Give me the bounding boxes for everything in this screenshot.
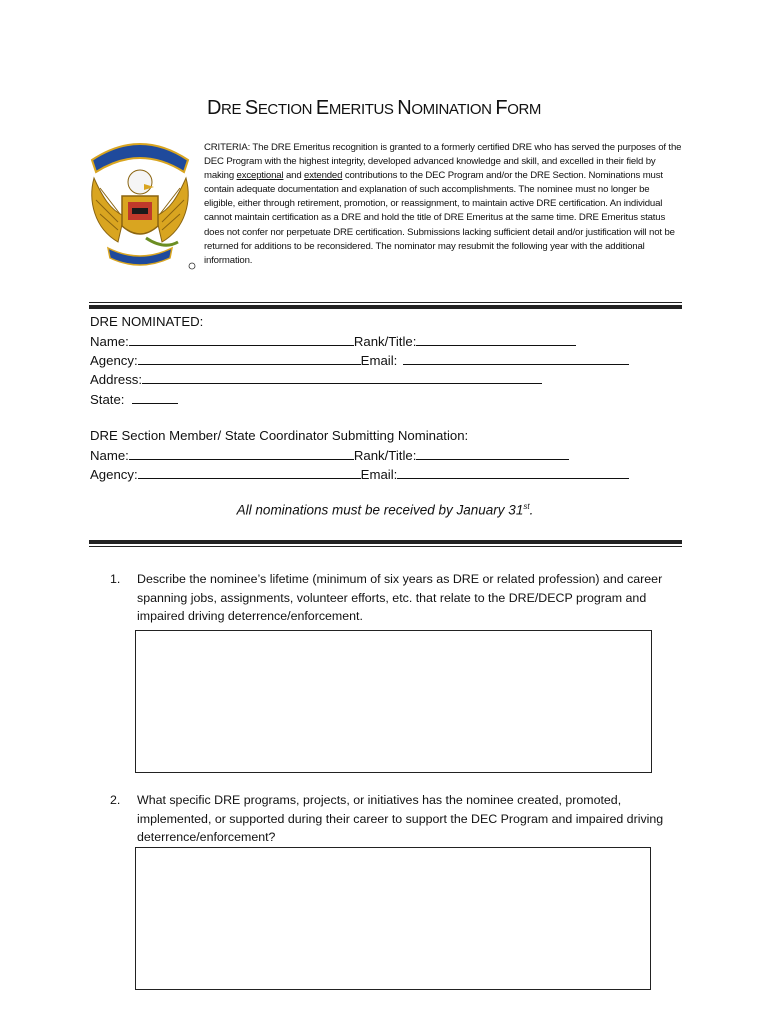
criteria-underlined: exceptional bbox=[236, 170, 284, 182]
nominee-address-field[interactable] bbox=[142, 370, 542, 384]
deadline-note bbox=[0, 502, 770, 518]
deadline-text: All nominations must be received by January 31 bbox=[236, 502, 524, 518]
question-2-answer-box[interactable] bbox=[135, 847, 651, 990]
nominee-rank-field[interactable] bbox=[416, 332, 576, 346]
title-part: F bbox=[495, 97, 508, 119]
question-1 bbox=[110, 570, 690, 626]
question-2 bbox=[110, 791, 690, 847]
criteria-text bbox=[204, 141, 682, 268]
submitter-agency-field[interactable] bbox=[138, 465, 361, 479]
submitter-email-field[interactable] bbox=[397, 465, 629, 479]
title-part: MERITUS bbox=[328, 101, 398, 118]
nominee-email-field[interactable] bbox=[403, 351, 629, 365]
title-part: N bbox=[397, 97, 412, 119]
nominated-row-1 bbox=[90, 332, 576, 351]
title-part: D bbox=[207, 97, 222, 119]
dre-emblem-logo bbox=[84, 130, 196, 276]
question-number: 1. bbox=[110, 572, 121, 586]
agency-label: Agency: bbox=[90, 353, 138, 368]
title-part: ECTION bbox=[257, 101, 316, 118]
criteria-part: contributions to the DEC Program and/or the DRE Section. Nominations must contain adequate documentation and explanation of such accomplishments. The nominee must no longer be eligible, either through retirement, promotion, or reassignment, to maintain active DRE certification. An individual cannot maintain certification as a DRE and hold the title of DRE Emeritus at the same time. DRE Emeritus status does not confer nor perpetuate DRE certification. Submissions lacking sufficient detail and/or justification will not be returned for additions to be reconsidered. The nominator may resubmit the following year with the additional information. bbox=[204, 170, 675, 266]
criteria-part: CRITERIA: The DRE Emeritus recognition is granted to a formerly certified DRE who has served the purposes of the DEC Program with the highest integrity, developed advanced knowledge and skill, and excelled in their field by making bbox=[204, 142, 682, 182]
title-part: ORM bbox=[507, 101, 542, 118]
title-part: E bbox=[315, 97, 329, 119]
nominated-row-4 bbox=[90, 390, 178, 409]
deadline-sup: st bbox=[523, 502, 530, 511]
question-text: Describe the nominee’s lifetime (minimum of six years as DRE or related profession) and career spanning jobs, assignments, volunteer efforts, etc. that relate to the DRE/DECP program and impaired driving deterrence/enforcement. bbox=[137, 572, 663, 623]
state-label: State: bbox=[90, 392, 125, 407]
submitter-name-field[interactable] bbox=[129, 446, 354, 460]
section-divider bbox=[89, 302, 682, 303]
nominated-row-2 bbox=[90, 351, 629, 370]
name-label: Name: bbox=[90, 334, 129, 349]
submitter-heading: DRE Section Member/ State Coordinator Submitting Nomination: bbox=[90, 428, 469, 443]
section-divider bbox=[89, 546, 682, 547]
deadline-end: . bbox=[529, 502, 534, 518]
rank-label: Rank/Title: bbox=[353, 334, 417, 349]
nominee-agency-field[interactable] bbox=[138, 351, 361, 365]
address-label: Address: bbox=[90, 372, 143, 387]
nominated-row-3 bbox=[90, 370, 542, 389]
nominee-name-field[interactable] bbox=[129, 332, 354, 346]
submitter-rank-field[interactable] bbox=[416, 446, 569, 460]
nominated-heading: DRE NOMINATED: bbox=[90, 314, 204, 329]
question-number: 2. bbox=[110, 793, 121, 807]
email-label: Email: bbox=[360, 467, 398, 482]
section-divider bbox=[89, 305, 682, 309]
rank-label: Rank/Title: bbox=[353, 448, 417, 463]
question-text: What specific DRE programs, projects, or initiatives has the nominee created, promoted, implemented, or supported during their career to support the DEC Program and impaired driving deterrence/enforcement? bbox=[137, 793, 664, 844]
email-label: Email: bbox=[360, 353, 398, 368]
question-1-answer-box[interactable] bbox=[135, 630, 652, 773]
name-label: Name: bbox=[90, 448, 129, 463]
criteria-underlined: extended bbox=[304, 170, 343, 182]
criteria-part: and bbox=[283, 170, 305, 182]
title-part: OMINATION bbox=[411, 101, 496, 118]
section-divider bbox=[89, 540, 682, 544]
agency-label: Agency: bbox=[90, 467, 138, 482]
nominee-state-field[interactable] bbox=[132, 390, 178, 404]
title-part: S bbox=[244, 97, 258, 119]
submitter-row-2 bbox=[90, 465, 629, 484]
submitter-row-1 bbox=[90, 446, 569, 465]
form-title bbox=[207, 97, 541, 120]
title-part: RE bbox=[221, 101, 245, 118]
